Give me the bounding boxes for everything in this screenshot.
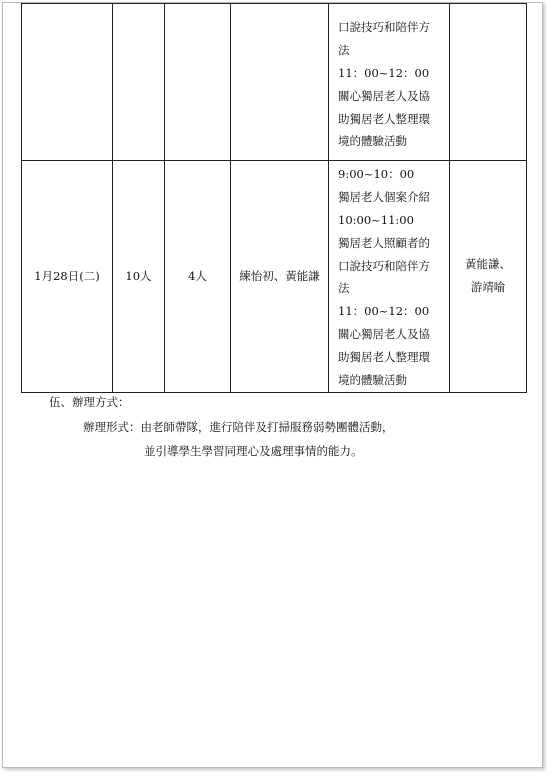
content-line: 法	[338, 42, 350, 57]
content-line: 口說技巧和陪伴方	[338, 20, 430, 34]
leaders-cell	[450, 4, 527, 161]
method-line-2: 並引導學生學習同理心及處理事情的能力。	[144, 444, 363, 458]
content-line: 關心獨居老人及協	[338, 327, 430, 342]
section-heading: 伍、辦理方式：	[49, 395, 130, 409]
instructors-cell: 練怡初、黃能謙	[231, 161, 329, 393]
method-line-1: 辦理形式：由老師帶隊，進行陪伴及打掃服務弱勢團體活動，	[83, 420, 394, 434]
content-line: 10:00~11:00	[338, 212, 414, 227]
content-line: 獨居老人個案介紹	[338, 189, 430, 204]
content-line: 獨居老人照顧者的	[338, 235, 430, 250]
content-line: 助獨居老人整理環	[338, 350, 430, 365]
table-row	[22, 4, 527, 161]
leaders-count-cell: 4人	[165, 161, 231, 393]
activity-content-cell	[329, 161, 450, 393]
participants-cell: 10人	[113, 161, 165, 393]
content-line: 法	[338, 281, 350, 296]
date-cell	[22, 4, 113, 161]
leaders-count-cell	[165, 4, 231, 161]
content-line: 9:00~10：00	[338, 167, 415, 181]
content-line: 助獨居老人整理環	[338, 111, 430, 126]
schedule-table	[21, 3, 527, 393]
participants-cell	[113, 4, 165, 161]
content-line: 關心獨居老人及協	[338, 88, 430, 103]
leader-name: 黃能謙、	[465, 257, 511, 272]
table-row	[22, 161, 527, 393]
date-cell: 1月28日(二)	[22, 161, 113, 393]
page	[2, 2, 543, 768]
content-line: 口說技巧和陪伴方	[338, 258, 430, 273]
leader-name: 游靖喻	[470, 280, 506, 295]
activity-content-cell	[329, 4, 450, 161]
content-line: 11：00~12：00	[338, 65, 430, 80]
instructors-cell	[231, 4, 329, 161]
content-line: 11：00~12：00	[338, 304, 430, 319]
content-line: 境的體驗活動	[338, 373, 407, 388]
leaders-cell	[450, 161, 527, 393]
content-line: 境的體驗活動	[338, 134, 407, 149]
